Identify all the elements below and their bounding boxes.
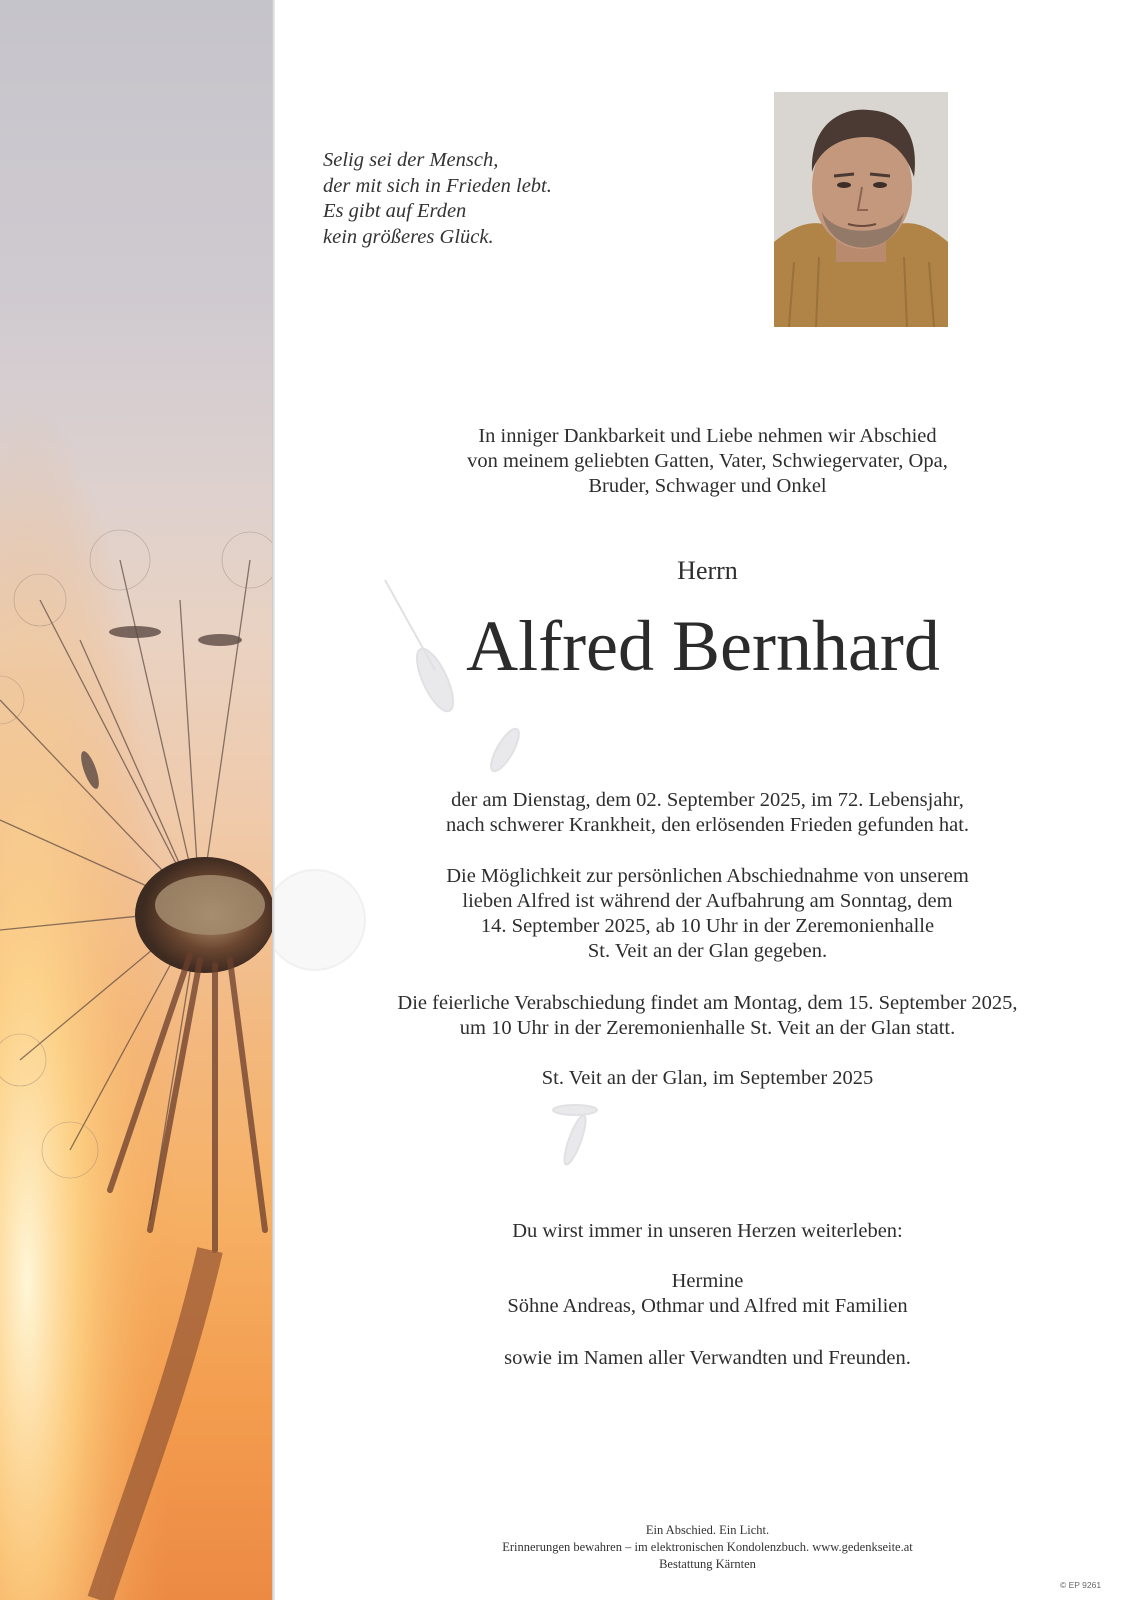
viewing-line: lieben Alfred ist während der Aufbahrung am Sonntag, dem xyxy=(462,890,953,912)
memorial-quote xyxy=(323,148,552,250)
farewell-line: um 10 Uhr in der Zeremonienhalle St. Veit an der Glan statt. xyxy=(459,1017,956,1039)
quote-line: der mit sich in Frieden lebt. xyxy=(323,174,552,197)
intro-line: von meinem geliebten Gatten, Vater, Schwiegervater, Opa, xyxy=(467,450,948,472)
intro-text xyxy=(285,424,1130,499)
farewell-info xyxy=(285,991,1130,1041)
footer-company: Bestattung Kärnten xyxy=(659,1557,756,1571)
viewing-line: St. Veit an der Glan gegeben. xyxy=(587,940,828,962)
place-date: St. Veit an der Glan, im September 2025 xyxy=(541,1067,874,1089)
salutation: Herrn xyxy=(677,556,738,585)
death-notice xyxy=(285,788,1130,838)
portrait-illustration xyxy=(774,92,948,327)
dandelion-illustration xyxy=(0,0,272,1600)
footer-condolence-link[interactable]: Erinnerungen bewahren – im elektronischen Kondolenzbuch. www.gedenkseite.at xyxy=(502,1540,913,1554)
mourner-line: Hermine xyxy=(671,1270,744,1292)
print-code: © EP 9261 xyxy=(1060,1580,1102,1590)
quote-line: kein größeres Glück. xyxy=(323,225,494,248)
quote-line: Selig sei der Mensch, xyxy=(323,149,499,171)
quote-line: Es gibt auf Erden xyxy=(323,200,467,222)
viewing-info xyxy=(285,864,1130,964)
mourner-line: Söhne Andreas, Othmar und Alfred mit Familien xyxy=(507,1295,908,1317)
closing-line: sowie im Namen aller Verwandten und Freunden. xyxy=(504,1347,911,1369)
deceased-name: Alfred Bernhard xyxy=(466,606,940,686)
dandelion-sunset-image xyxy=(0,0,272,1600)
footer-tagline: Ein Abschied. Ein Licht. xyxy=(645,1523,770,1537)
viewing-line: Die Möglichkeit zur persönlichen Abschiednahme von unserem xyxy=(446,865,969,887)
death-notice-line: der am Dienstag, dem 02. September 2025, im 72. Lebensjahr, xyxy=(451,789,964,811)
intro-line: In inniger Dankbarkeit und Liebe nehmen wir Abschied xyxy=(478,425,937,447)
farewell-line: Die feierliche Verabschiedung findet am Montag, dem 15. September 2025, xyxy=(397,992,1018,1014)
viewing-line: 14. September 2025, ab 10 Uhr in der Zeremonienhalle xyxy=(480,915,935,937)
intro-line: Bruder, Schwager und Onkel xyxy=(588,475,827,497)
remembrance-line: Du wirst immer in unseren Herzen weiterleben: xyxy=(512,1220,903,1242)
mourners-list xyxy=(285,1269,1130,1319)
death-notice-line: nach schwerer Krankheit, den erlösenden Frieden gefunden hat. xyxy=(445,814,970,836)
portrait-photo xyxy=(774,92,948,327)
footer xyxy=(285,1522,1130,1573)
